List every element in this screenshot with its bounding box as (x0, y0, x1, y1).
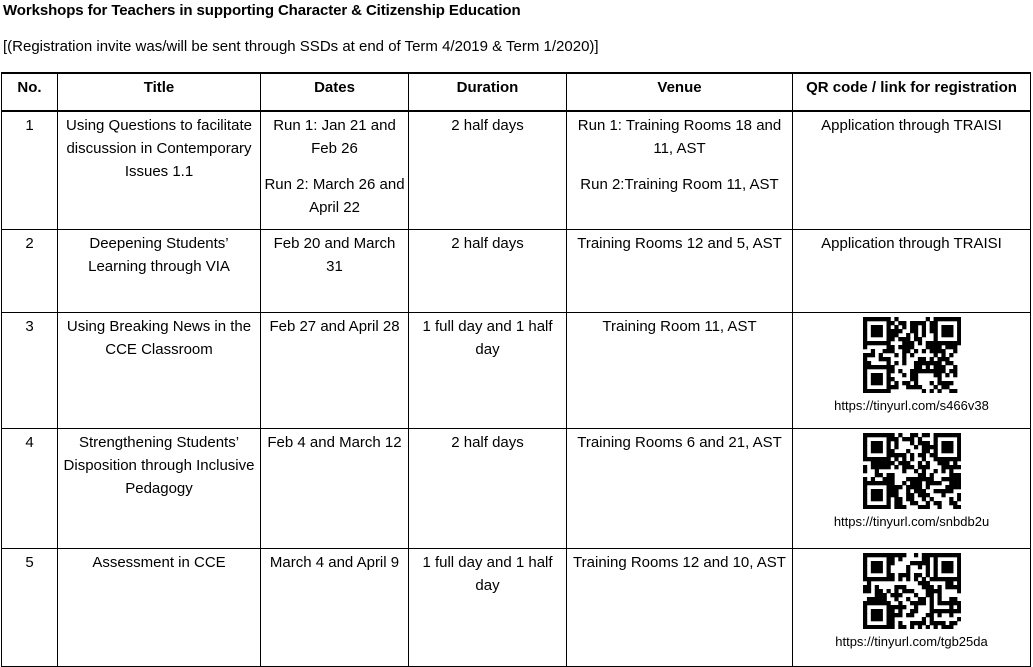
cell-dates: Feb 27 and April 28 (261, 312, 409, 428)
cell-duration: 2 half days (409, 229, 567, 312)
cell-duration: 2 half days (409, 111, 567, 229)
qr-code-icon[interactable] (863, 433, 961, 509)
table-row (2, 548, 1031, 666)
workshops-table (1, 72, 1031, 667)
qr-code-icon[interactable] (863, 553, 961, 629)
header-title: Title (58, 73, 261, 111)
cell-title: Strengthening Students’ Disposition through Inclusive Pedagogy (58, 428, 261, 548)
document-subtitle: [(Registration invite was/will be sent through SSDs at end of Term 4/2019 & Term 1/2020)] (3, 38, 599, 55)
cell-no: 2 (2, 229, 58, 312)
cell-registration (793, 548, 1031, 666)
cell-venue (567, 111, 793, 229)
cell-registration: Application through TRAISI (793, 111, 1031, 229)
dates-run-2: Run 2: March 26 and April 22 (264, 176, 405, 216)
cell-title: Using Breaking News in the CCE Classroom (58, 312, 261, 428)
table-header-row (2, 73, 1031, 111)
cell-title: Using Questions to facilitate discussion in Contemporary Issues 1.1 (58, 111, 261, 229)
qr-code-icon[interactable] (863, 317, 961, 393)
dates-run-1: Run 1: Jan 21 and Feb 26 (273, 117, 396, 157)
cell-no: 4 (2, 428, 58, 548)
header-registration: QR code / link for registration (793, 73, 1031, 111)
header-dates: Dates (261, 73, 409, 111)
registration-link[interactable]: https://tinyurl.com/tgb25da (835, 633, 988, 649)
cell-title: Assessment in CCE (58, 548, 261, 666)
cell-dates: Feb 20 and March 31 (261, 229, 409, 312)
cell-dates: Feb 4 and March 12 (261, 428, 409, 548)
cell-duration: 2 half days (409, 428, 567, 548)
table-row (2, 312, 1031, 428)
cell-registration (793, 428, 1031, 548)
cell-registration (793, 312, 1031, 428)
cell-no: 3 (2, 312, 58, 428)
header-venue: Venue (567, 73, 793, 111)
table-row (2, 428, 1031, 548)
venue-run-2: Run 2:Training Room 11, AST (580, 176, 779, 193)
header-duration: Duration (409, 73, 567, 111)
cell-venue: Training Rooms 12 and 5, AST (567, 229, 793, 312)
cell-venue: Training Room 11, AST (567, 312, 793, 428)
document-title: Workshops for Teachers in supporting Character & Citizenship Education (3, 2, 521, 19)
header-no: No. (2, 73, 58, 111)
venue-run-1: Run 1: Training Rooms 18 and 11, AST (577, 117, 782, 157)
cell-duration: 1 full day and 1 half day (409, 312, 567, 428)
cell-dates (261, 111, 409, 229)
cell-dates: March 4 and April 9 (261, 548, 409, 666)
table-row (2, 111, 1031, 229)
cell-no: 1 (2, 111, 58, 229)
registration-link[interactable]: https://tinyurl.com/s466v38 (834, 397, 989, 413)
cell-venue: Training Rooms 6 and 21, AST (567, 428, 793, 548)
table-row (2, 229, 1031, 312)
registration-link[interactable]: https://tinyurl.com/snbdb2u (833, 513, 990, 529)
cell-title: Deepening Students’ Learning through VIA (58, 229, 261, 312)
cell-registration: Application through TRAISI (793, 229, 1031, 312)
cell-duration: 1 full day and 1 half day (409, 548, 567, 666)
cell-venue: Training Rooms 12 and 10, AST (567, 548, 793, 666)
cell-no: 5 (2, 548, 58, 666)
